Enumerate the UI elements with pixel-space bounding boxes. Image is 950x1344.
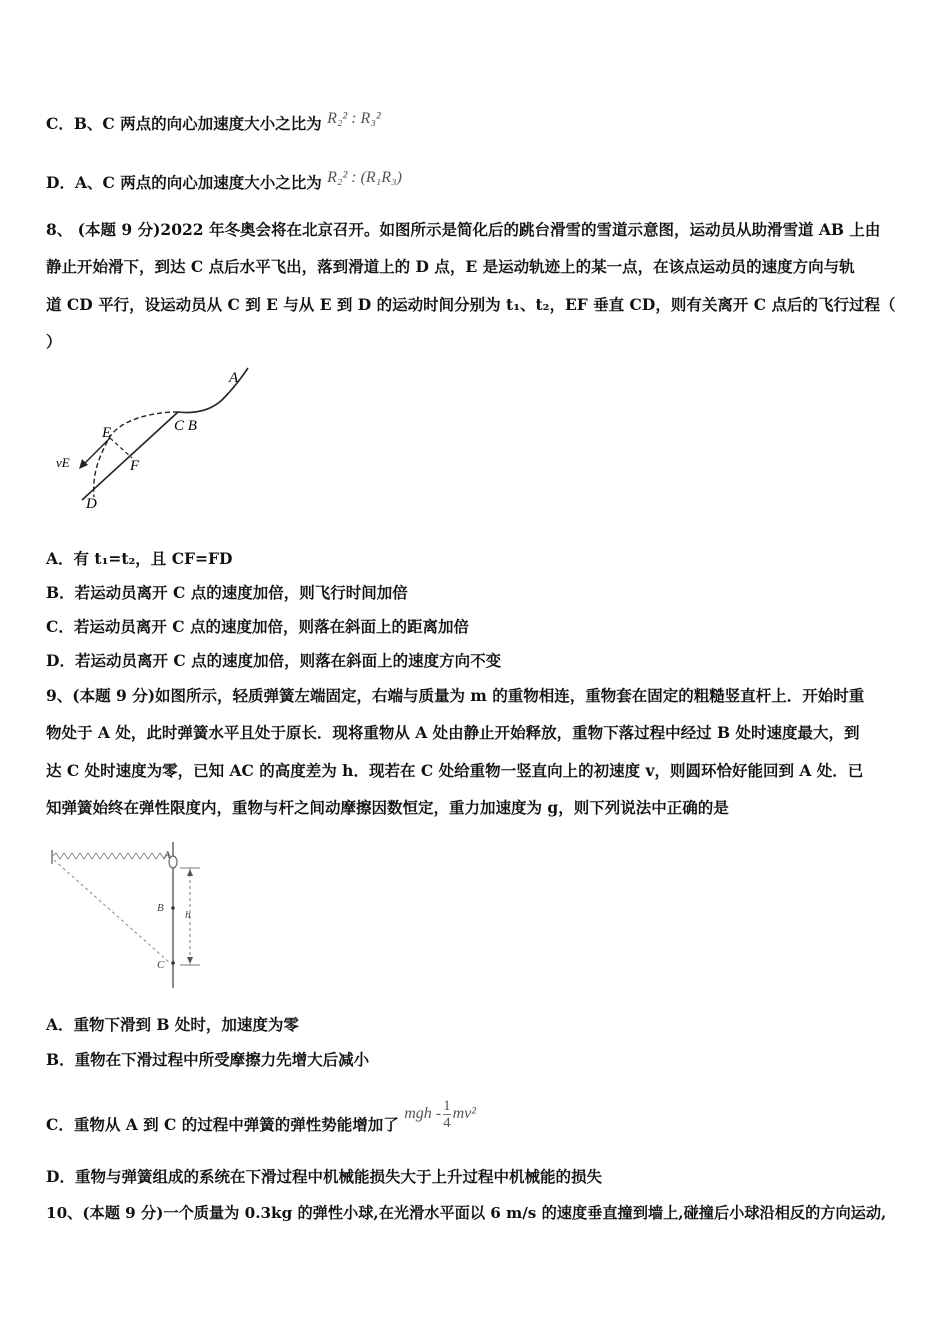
q9-spring-figure [46,838,216,998]
q8-option-a: A．有 t₁=t₂，且 CF=FD [46,549,233,568]
q9-ring [169,856,177,868]
q9-option-c-formula-part2: mv² [452,1105,477,1123]
q9-option-a: A．重物下滑到 B 处时，加速度为零 [46,1015,299,1034]
q8-option-c: C．若运动员离开 C 点的速度加倍，则落在斜面上的距离加倍 [46,617,469,636]
q8-option-b: B．若运动员离开 C 点的速度加倍，则飞行时间加倍 [46,583,408,602]
q9-dashed-spring-position [54,860,170,963]
q9-point-c [171,961,175,965]
q9-label-a: A [164,850,171,861]
q7-option-d-formula: R₂² : (R₁R₃) [327,169,402,186]
q7-option-c-text: C．B、C 两点的向心加速度大小之比为 [46,114,322,133]
q8-velocity-arrow [82,438,110,466]
q9-option-c-formula [404,1098,477,1131]
q8-label-f: F [130,458,140,474]
q9-stem-line-2: 物处于 A 处，此时弹簧水平且处于原长．现将重物从 A 处由静止开始释放，重物下落过程中经过 B 处时速度最大，到 [46,723,860,742]
q9-stem-line-3: 达 C 处时速度为零，已知 AC 的高度差为 h．现若在 C 处给重物一竖直向上的初速度 v，则圆环恰好能回到 A 处．已 [46,761,864,780]
q9-option-c-fraction-numerator: 1 [443,1098,451,1114]
q7-option-d-text: D．A、C 两点的向心加速度大小之比为 [46,173,322,192]
q8-stem-line-2: 静止开始滑下，到达 C 点后水平飞出，落到滑道上的 D 点，E 是运动轨迹上的某一点，在该点运动员的速度方向与轨 [46,257,855,276]
q9-option-c [46,1098,477,1143]
q7-option-c-formula: R₂² : R₃² [327,110,381,127]
q8-label-d: D [86,496,97,512]
q9-option-c-fraction [443,1098,451,1131]
q8-stem-line-4: ） [46,332,62,351]
q10-stem-line-1: 10、(本题 9 分)一个质量为 0.3kg 的弹性小球,在光滑水平面以 6 m/s 的速度垂直撞到墙上,碰撞后小球沿相反的方向运动, [46,1204,887,1222]
q9-option-c-text: C．重物从 A 到 C 的过程中弹簧的弹性势能增加了 [46,1115,399,1135]
q8-option-d: D．若运动员离开 C 点的速度加倍，则落在斜面上的速度方向不变 [46,651,502,670]
q8-track-cd [82,412,178,500]
q8-stem-line-1: 8、 (本题 9 分)2022 年冬奥会将在北京召开。如图所示是简化后的跳台滑雪的雪道示意图，运动员从助滑雪道 AB 上由 [46,220,881,239]
q8-label-cb: C B [174,418,197,434]
q9-label-b: B [157,902,164,914]
q9-option-d: D．重物与弹簧组成的系统在下滑过程中机械能损失大于上升过程中机械能的损失 [46,1167,602,1186]
q9-option-c-formula-part1: mgh - [404,1105,442,1123]
q9-stem-line-1: 9、(本题 9 分)如图所示，轻质弹簧左端固定，右端与质量为 m 的重物相连，重物套在固定的粗糙竖直杆上．开始时重 [46,686,865,705]
q8-label-e: E [102,425,112,441]
q9-point-b [171,906,175,910]
q8-label-ve: vE [56,455,70,470]
q8-label-a: A [229,370,239,386]
q9-option-c-fraction-denominator: 4 [443,1115,451,1131]
q8-stem-line-3: 道 CD 平行，设运动员从 C 到 E 与从 E 到 D 的运动时间分别为 t₁、t₂，EF 垂直 CD，则有关离开 C 点后的飞行过程（ [46,295,896,314]
q8-segment-ef [110,438,132,458]
q8-ski-jump-figure [46,362,266,517]
q9-h-arrowhead-top [187,869,193,876]
q9-option-b: B．重物在下滑过程中所受摩擦力先增大后减小 [46,1050,370,1069]
q9-stem-line-4: 知弹簧始终在弹性限度内，重物与杆之间动摩擦因数恒定，重力加速度为 g，则下列说法中正确的是 [46,798,729,817]
q7-option-c [46,110,381,135]
q9-label-h: h [185,909,191,921]
q9-h-arrowhead-bottom [187,957,193,964]
q9-spring [52,853,172,859]
q9-label-c: C [157,959,165,971]
q7-option-d [46,169,402,194]
